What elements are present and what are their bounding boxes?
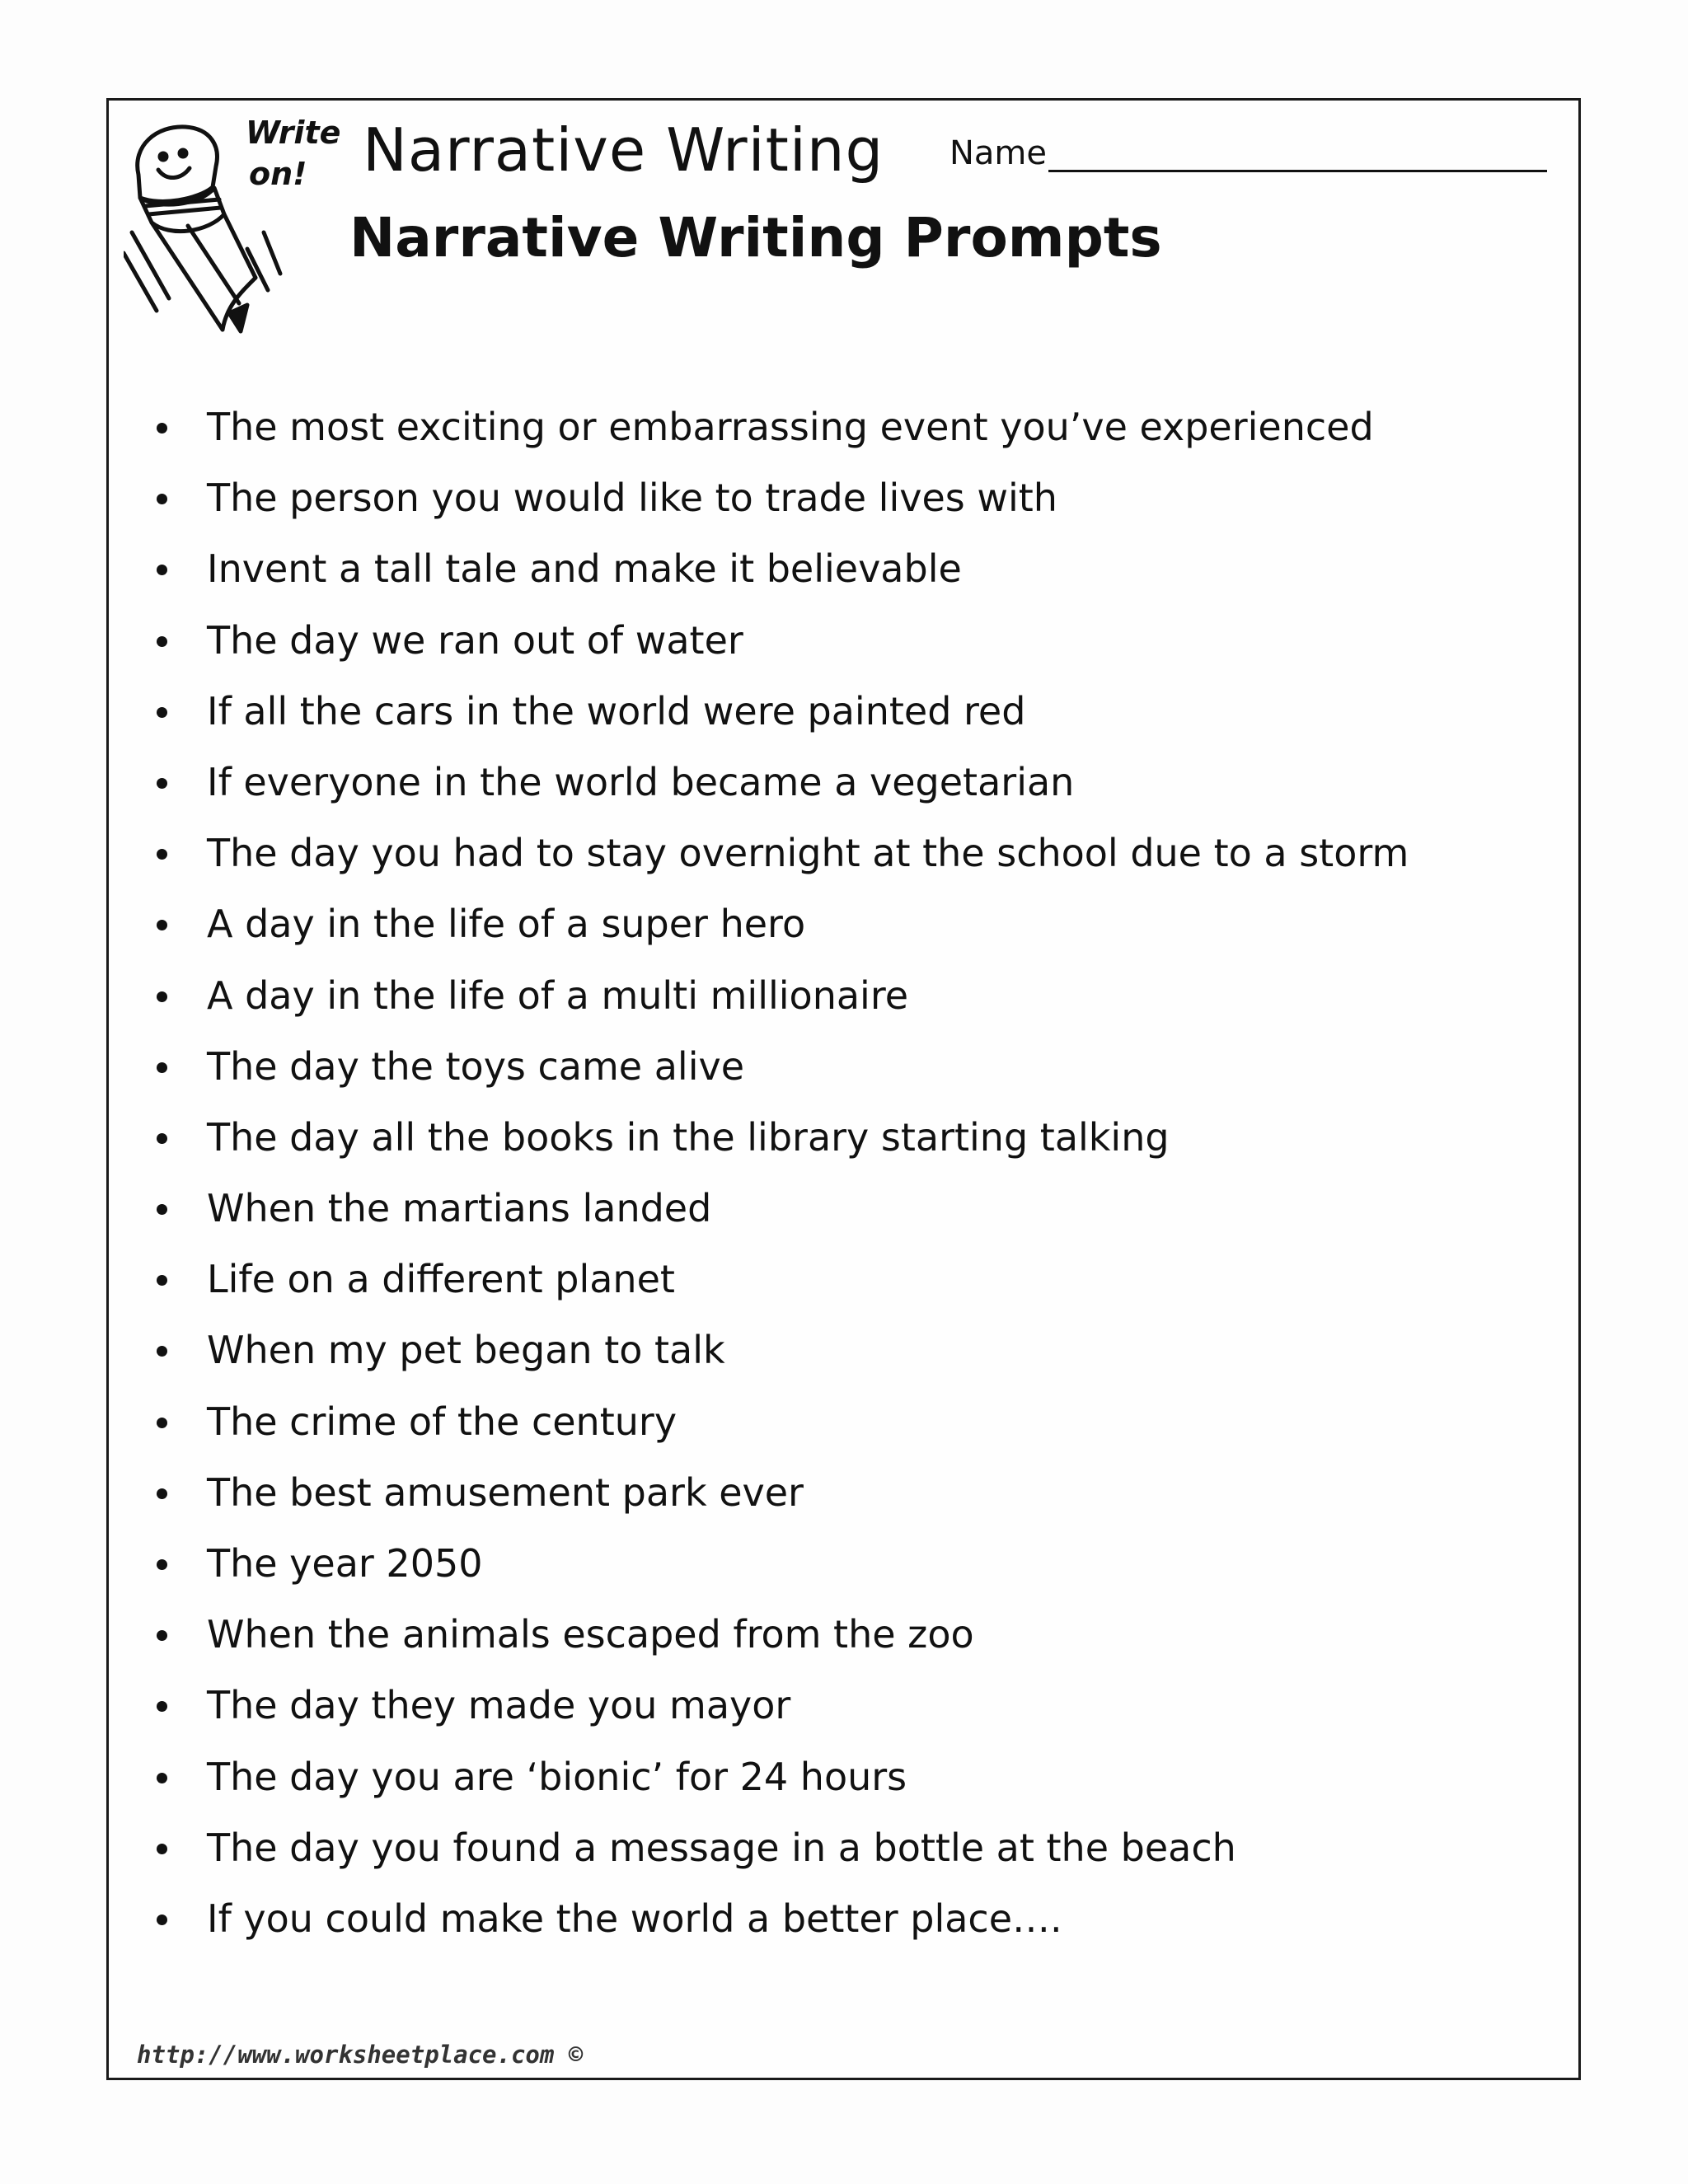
prompt-item <box>157 826 1409 897</box>
bullet-icon <box>157 920 167 930</box>
prompt-text: The most exciting or embarrassing event you’ve experienced <box>207 405 1374 449</box>
bullet-icon <box>157 1133 167 1144</box>
prompt-list <box>157 400 1409 1962</box>
prompt-item <box>157 1323 1409 1394</box>
prompt-text: When my pet began to talk <box>207 1328 725 1373</box>
name-field <box>950 134 1547 172</box>
prompt-text: The day the toys came alive <box>207 1043 744 1089</box>
prompt-item <box>157 1821 1409 1891</box>
prompt-item <box>157 684 1409 755</box>
bullet-icon <box>157 1915 167 1925</box>
name-blank-line[interactable] <box>1048 134 1547 172</box>
prompt-text: The day all the books in the library starting talking <box>207 1114 1170 1160</box>
prompt-text: A day in the life of a multi millionaire <box>207 972 909 1018</box>
bullet-icon <box>157 636 167 647</box>
bullet-icon <box>157 778 167 789</box>
logo-text-write: Write <box>246 115 341 151</box>
prompt-item <box>157 897 1409 968</box>
prompt-text: The crime of the century <box>207 1399 678 1444</box>
prompt-item <box>157 1252 1409 1323</box>
worksheet-title: Narrative Writing Prompts <box>349 206 1162 269</box>
prompt-text: The year 2050 <box>207 1541 483 1586</box>
prompt-item <box>157 541 1409 612</box>
prompt-item <box>157 1750 1409 1821</box>
prompt-text: The person you would like to trade lives with <box>207 476 1057 521</box>
bullet-icon <box>157 1630 167 1641</box>
prompt-item <box>157 1607 1409 1678</box>
prompt-item <box>157 1465 1409 1536</box>
prompt-item <box>157 613 1409 684</box>
prompt-text: The best amusement park ever <box>207 1469 804 1515</box>
bullet-icon <box>157 1275 167 1286</box>
prompt-text: The day we ran out of water <box>207 617 743 663</box>
logo-text-on: on! <box>249 156 307 192</box>
write-on-pencil-logo <box>124 109 346 340</box>
bullet-icon <box>157 1346 167 1357</box>
prompt-text: When the animals escaped from the zoo <box>207 1612 974 1657</box>
bullet-icon <box>157 707 167 718</box>
prompt-text: The day you found a message in a bottle at the beach <box>207 1825 1236 1870</box>
bullet-icon <box>157 1204 167 1215</box>
prompt-item <box>157 968 1409 1039</box>
prompt-text: When the martians landed <box>207 1186 712 1231</box>
worksheet-subject-title: Narrative Writing <box>363 115 884 185</box>
prompt-item <box>157 471 1409 541</box>
prompt-text: A day in the life of a super hero <box>207 902 806 947</box>
name-label: Name <box>950 134 1048 172</box>
prompt-item <box>157 1110 1409 1181</box>
prompt-item <box>157 400 1409 471</box>
prompt-item <box>157 1678 1409 1749</box>
prompt-item <box>157 1394 1409 1465</box>
prompt-text: Invent a tall tale and make it believable <box>207 546 962 592</box>
bullet-icon <box>157 991 167 1002</box>
prompt-item <box>157 755 1409 826</box>
prompt-text: The day you are ‘bionic’ for 24 hours <box>207 1754 907 1799</box>
bullet-icon <box>157 1418 167 1428</box>
prompt-item <box>157 1181 1409 1252</box>
prompt-text: The day you had to stay overnight at the school due to a storm <box>207 831 1409 876</box>
bullet-icon <box>157 1062 167 1073</box>
prompt-item <box>157 1536 1409 1607</box>
bullet-icon <box>157 1844 167 1854</box>
prompt-text: The day they made you mayor <box>207 1683 791 1728</box>
bullet-icon <box>157 423 167 434</box>
prompt-text: If you could make the world a better place…. <box>207 1896 1062 1941</box>
bullet-icon <box>157 494 167 504</box>
source-url-footer: http://www.worksheetplace.com © <box>137 2041 584 2069</box>
bullet-icon <box>157 565 167 575</box>
bullet-icon <box>157 849 167 860</box>
prompt-item <box>157 1039 1409 1110</box>
prompt-text: If all the cars in the world were painted red <box>207 688 1026 733</box>
bullet-icon <box>157 1773 167 1783</box>
prompt-text: If everyone in the world became a vegetarian <box>207 759 1075 804</box>
bullet-icon <box>157 1488 167 1499</box>
bullet-icon <box>157 1701 167 1712</box>
bullet-icon <box>157 1559 167 1570</box>
prompt-item <box>157 1891 1409 1962</box>
prompt-text: Life on a different planet <box>207 1257 675 1302</box>
